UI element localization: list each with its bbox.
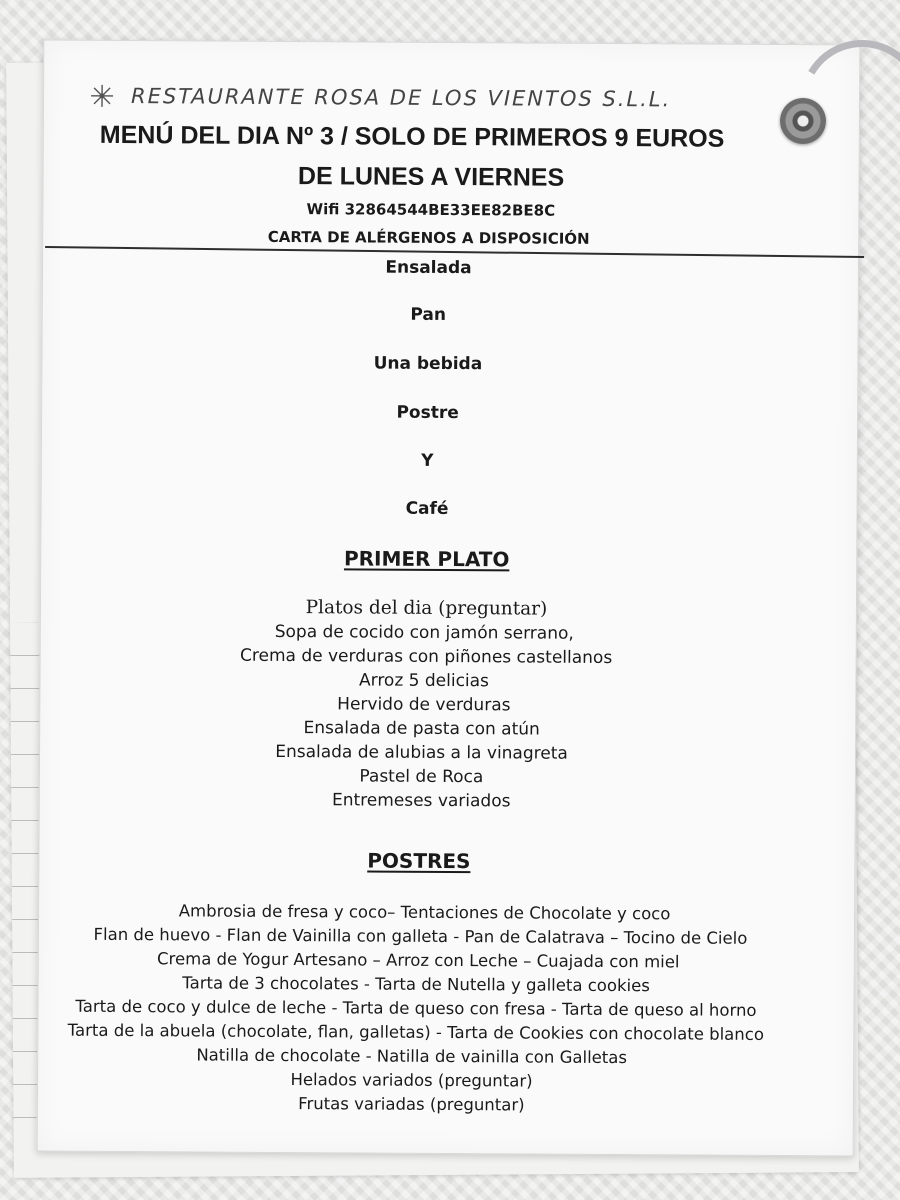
restaurant-name: RESTAURANTE ROSA DE LOS VIENTOS S.L.L.	[130, 84, 672, 112]
wifi-password: Wifi 32864544BE33EE82BE8C	[306, 200, 556, 220]
primer-plato-lead: Platos del dia (preguntar)	[305, 597, 548, 620]
postres-heading: POSTRES	[367, 848, 471, 874]
postres-item: Ambrosia de fresa y coco– Tentaciones de Chocolate y coco	[178, 901, 671, 924]
primer-plato-item: Hervido de verduras	[337, 694, 511, 716]
postres-item: Frutas variadas (preguntar)	[298, 1094, 525, 1115]
includes-item: Postre	[396, 402, 459, 424]
restaurant-header	[89, 83, 789, 113]
menu-sheet	[37, 40, 861, 1157]
includes-item: Pan	[410, 304, 447, 325]
includes-item: Una bebida	[373, 353, 483, 375]
eyelet-grommet	[780, 98, 826, 144]
primer-plato-item: Ensalada de pasta con atún	[303, 718, 540, 740]
includes-item: Ensalada	[385, 257, 472, 279]
postres-item: Flan de huevo - Flan de Vainilla con galleta - Pan de Calatrava – Tocino de Cielo	[93, 924, 748, 948]
primer-plato-item: Pastel de Roca	[359, 766, 484, 788]
includes-item: Café	[405, 498, 449, 519]
postres-item: Natilla de chocolate - Natilla de vainilla con Galletas	[196, 1045, 628, 1068]
primer-plato-item: Crema de verduras con piñones castellanos	[239, 645, 613, 669]
primer-plato-heading: PRIMER PLATO	[343, 546, 510, 572]
menu-title: MENÚ DEL DIA Nº 3 / SOLO DE PRIMEROS 9 EUROS	[99, 120, 725, 153]
postres-item: Helados variados (preguntar)	[290, 1070, 533, 1091]
primer-plato-item: Sopa de cocido con jamón serrano,	[274, 621, 574, 644]
postres-item: Tarta de la abuela (chocolate, flan, galletas) - Tarta de Cookies con chocolate blanco	[67, 1020, 765, 1044]
primer-plato-item: Arroz 5 delicias	[358, 670, 490, 692]
allergen-notice: CARTA DE ALÉRGENOS A DISPOSICIÓN	[267, 227, 590, 248]
postres-item: Crema de Yogur Artesano – Arroz con Leche – Cuajada con miel	[156, 949, 680, 972]
compass-rose-icon	[89, 83, 115, 109]
postres-item: Tarta de 3 chocolates - Tarta de Nutella y galleta cookies	[182, 973, 650, 996]
menu-days: DE LUNES A VIERNES	[297, 162, 565, 192]
includes-item: Y	[421, 450, 434, 471]
primer-plato-item: Ensalada de alubias a la vinagreta	[275, 741, 568, 764]
postres-item: Tarta de coco y dulce de leche - Tarta de queso con fresa - Tarta de queso al horno	[75, 996, 757, 1020]
primer-plato-item: Entremeses variados	[331, 790, 511, 812]
